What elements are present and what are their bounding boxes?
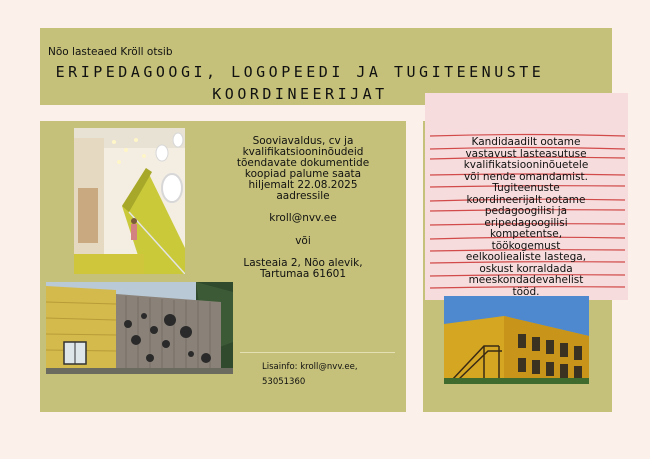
requirement-line: meeskondadevahelist [468, 274, 584, 286]
requirement-line: Tugiteenuste [492, 182, 560, 194]
job-title-line-1: ERIPEDAGOOGI, LOGOPEEDI JA TUGITEENUSTE [55, 63, 545, 81]
organization-name: Nõo lasteaed Kröll otsib [48, 46, 173, 58]
requirement-line: kvalifikatsiooninõuetele [463, 159, 589, 171]
contact-email[interactable]: kroll@nvv.ee [269, 212, 337, 224]
requirement-line: eelkooliealiste lastega, [465, 251, 587, 263]
requirement-line: kompetentse, [489, 228, 563, 240]
requirement-line: oskust korraldada [479, 262, 573, 275]
additional-info [262, 360, 392, 390]
requirement-line: pedagoogilisi ja [484, 205, 568, 217]
application-instructions [222, 136, 384, 202]
requirement-line: eripedagoogilisi [484, 216, 568, 229]
building-wood-facade-photo [46, 282, 233, 374]
info-line: Lisainfo: kroll@nvv.ee, [262, 362, 358, 372]
candidate-requirements [436, 137, 616, 298]
requirement-line: töökogemust [491, 239, 561, 252]
requirement-line: Kandidaadilt ootame [471, 136, 581, 148]
postal-address [222, 258, 384, 280]
requirement-line: tööd. [512, 285, 540, 298]
application-line: hiljemalt 22.08.2025 [248, 179, 358, 191]
stairwell-photo [74, 128, 185, 274]
application-line: aadressile [276, 190, 330, 202]
address-line: Tartumaa 61601 [259, 268, 347, 280]
info-line: 53051360 [262, 377, 306, 387]
divider [240, 352, 395, 353]
requirement-line: või nende omandamist. [463, 170, 589, 183]
building-yellow-photo [444, 296, 589, 384]
job-title-line-2: KOORDINEERIJAT [212, 85, 388, 103]
or-text: või [295, 235, 311, 247]
application-line: Sooviavaldus, cv ja [252, 135, 354, 147]
application-line: kvalifikatsiooninõudeid [242, 146, 364, 158]
requirement-line: vastavust lasteasutuse [465, 147, 587, 160]
requirement-line: koordineerijalt ootame [466, 193, 586, 206]
address-line: Lasteaia 2, Nõo alevik, [243, 257, 363, 269]
application-line: tõendavate dokumentide [236, 157, 370, 169]
application-line: koopiad palume saata [244, 168, 362, 180]
